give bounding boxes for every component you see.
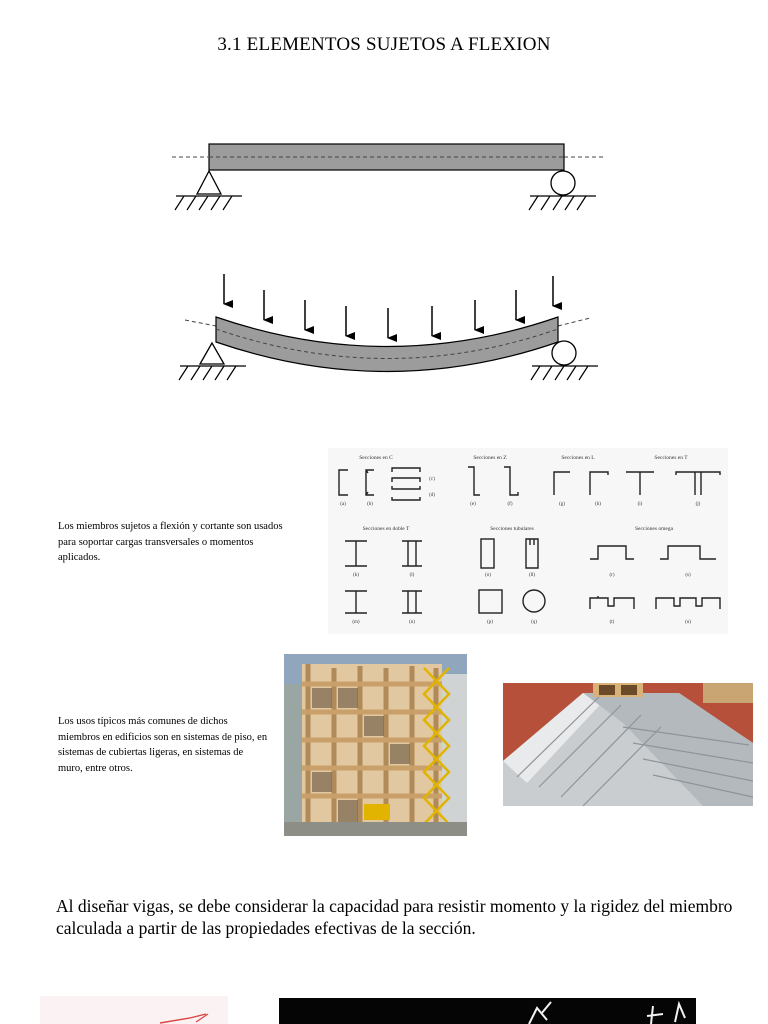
section-label: (p) (487, 620, 493, 625)
deflected-axis-right (558, 318, 590, 326)
section-label: (n) (409, 620, 415, 625)
group-label-c: Secciones en C (359, 455, 393, 461)
section-label: (s) (685, 573, 691, 578)
deflected-axis-left (185, 320, 216, 326)
group-label-l: Secciones en L (561, 455, 595, 461)
section-label: (a) (340, 502, 346, 507)
section-label: (i) (637, 502, 643, 507)
section-label: (f) (507, 502, 513, 507)
section-label: (q) (531, 620, 537, 625)
paragraph-beam-design: Al diseñar vigas, se debe considerar la capacidad para resistir momento y la rigidez del miembro calculada a partir de las propiedades efectivas de la sección. (56, 896, 733, 938)
section-label: (h) (595, 502, 601, 507)
metal-roof-photo (503, 683, 753, 806)
cross-sections-figure (328, 448, 728, 634)
section-label: (u) (685, 620, 691, 625)
simply-supported-beam-diagram (160, 130, 620, 220)
section-label: (l) (409, 573, 415, 578)
section-label: (m) (352, 620, 360, 625)
section-label: (e) (470, 502, 476, 507)
section-label: (d) (429, 493, 435, 498)
section-label: (ll) (528, 573, 536, 578)
paragraph-flexure-members: Los miembros sujetos a flexión y cortante son usados para soportar cargas transversales o momentos aplicados. (58, 521, 283, 563)
timber-frame-building-photo (284, 654, 467, 836)
section-label: (k) (353, 573, 359, 578)
paragraph-typical-uses: Los usos típicos más comunes de dichos miembros en edificios son en sistemas de piso, en sistemas de cubiertas ligeras, en sistemas de muro, entre otros. (58, 716, 268, 774)
group-label-t: Secciones en T (654, 455, 688, 461)
section-label: (j) (695, 502, 701, 507)
bottom-right-figure-fragment (279, 998, 696, 1024)
section-label: (b) (367, 502, 373, 507)
group-label-z: Secciones en Z (473, 455, 507, 461)
section-label: (g) (559, 502, 565, 507)
pin-support-icon (175, 171, 242, 210)
section-label: (o) (485, 573, 491, 578)
page-title: 3.1 ELEMENTOS SUJETOS A FLEXION (217, 34, 551, 55)
deflected-beam-diagram (160, 268, 620, 388)
roller-support-icon (529, 171, 596, 210)
section-label: (c) (429, 477, 435, 482)
section-label: (t) (609, 620, 615, 625)
group-label-doble-t: Secciones en doble T (362, 526, 410, 532)
figure-background (328, 448, 728, 634)
group-label-omega: Secciones omega (634, 526, 674, 532)
group-label-tubulares: Secciones tubulares (490, 526, 534, 532)
distributed-load-arrows (224, 274, 553, 338)
bottom-left-figure-fragment (40, 996, 228, 1024)
section-label: (r) (609, 573, 615, 578)
